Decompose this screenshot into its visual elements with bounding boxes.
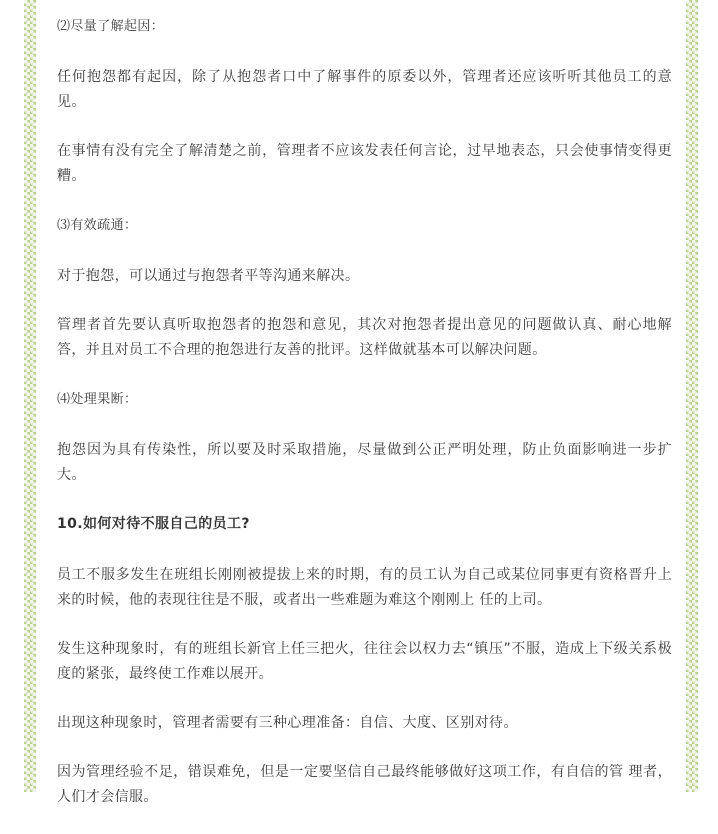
paragraph: 发生这种现象时，有的班组长新官上任三把火，往往会以权力去“镇压”不服，造成上下级关系极度的紧张，最终使工作难以展开。 xyxy=(57,641,672,682)
paragraph: 员工不服多发生在班组长刚刚被提拔上来的时期，有的员工认为自己或某位同事更有资格晋升上来的时候，他的表现往往是不服，或者出一些难题为难这个刚刚上 任的上司。 xyxy=(57,567,672,608)
subsection-label: ⑷处理果断： xyxy=(57,392,138,407)
subsection-label: ⑶有效疏通： xyxy=(57,218,138,233)
paragraph: 管理者首先要认真听取抱怨者的抱怨和意见，其次对抱怨者提出意见的问题做认真、耐心地解答，并且对员工不合理的抱怨进行友善的批评。这样做就基本可以解决问题。 xyxy=(57,317,672,358)
paragraph: 出现这种现象时，管理者需要有三种心理准备：自信、大度、区别对待。 xyxy=(57,715,518,731)
paragraph: 任何抱怨都有起因，除了从抱怨者口中了解事件的原委以外，管理者还应该听听其他员工的意见。 xyxy=(57,69,672,110)
section-heading: 10.如何对待不服自己的员工? xyxy=(57,516,250,532)
decorative-border-right xyxy=(686,0,698,792)
decorative-border-left xyxy=(24,0,36,792)
paragraph: 因为管理经验不足，错误难免，但是一定要坚信自己最终能够做好这项工作，有自信的管 理者，人们才会信服。 xyxy=(57,764,672,805)
subsection-label: ⑵尽量了解起因： xyxy=(57,19,165,34)
paragraph: 抱怨因为具有传染性，所以要及时采取措施，尽量做到公正严明处理，防止负面影响进一步扩大。 xyxy=(57,442,672,483)
article-content xyxy=(57,14,672,834)
paragraph: 对于抱怨，可以通过与抱怨者平等沟通来解决。 xyxy=(57,268,360,284)
paragraph: 在事情有没有完全了解清楚之前，管理者不应该发表任何言论，过早地表态，只会使事情变得更糟。 xyxy=(57,143,672,184)
